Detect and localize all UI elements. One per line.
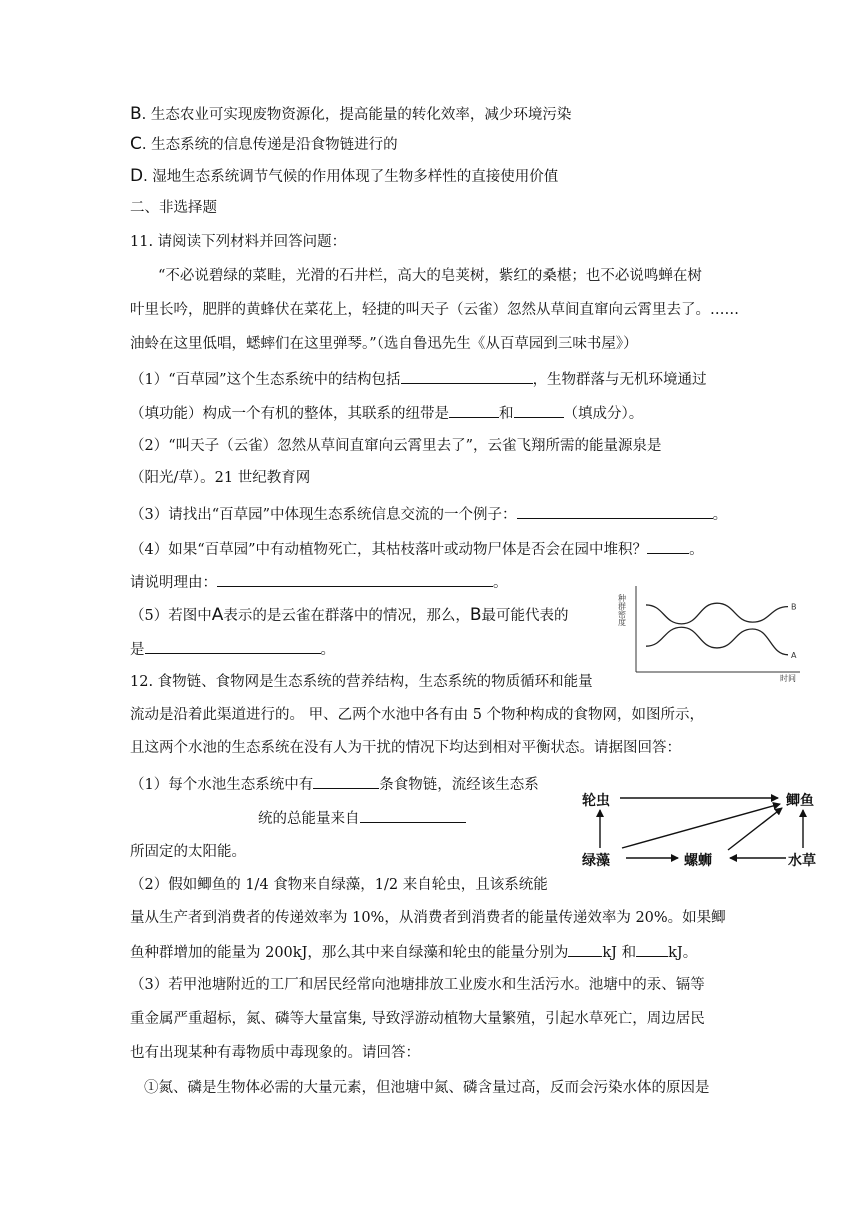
q11-p4-text-a: （4）如果“百草园”中有动植物死亡，其枯枝落叶或动物尸体是否会在园中堆积？ [130, 542, 648, 558]
q11-p1-text-e: （填成分）。 [563, 406, 644, 422]
q11-p5-letter-b: B [469, 605, 482, 625]
node-jiyu: 鲫鱼 [786, 793, 814, 809]
option-b-text: . 生态农业可实现废物资源化，提高能量的转化效率，减少环境污染 [141, 107, 572, 123]
q12-blank-algae-energy[interactable] [568, 941, 602, 957]
q11-p5-text-a: （5）若图中 [130, 608, 212, 624]
node-luosi: 螺蛳 [684, 853, 712, 869]
q12-p2-text-d: kJ 和 [602, 945, 637, 961]
q12-part3-line3: 也有出现某种有毒物质中毒现象的。请回答： [130, 1045, 420, 1061]
section-title: 二、非选择题 [130, 200, 217, 216]
q11-p1-text-b: ，生物群落与无机环境通过 [532, 372, 707, 388]
food-web-diagram [578, 790, 830, 874]
q12-blank-energy-source[interactable] [360, 807, 466, 823]
q11-p5-end: 。 [320, 642, 335, 658]
q11-p5-text-b: 表示的是云雀在群落中的情况，那么， [223, 608, 470, 624]
q12-line1: 12. 食物链、食物网是生态系统的营养结构，生态系统的物质循环和能量 [130, 674, 593, 690]
q11-part4-line2 [130, 571, 508, 593]
q12-part1-line3: 所固定的太阳能。 [130, 844, 246, 860]
q11-part2-line2: （阳光/草）。21 世纪教育网 [130, 470, 311, 486]
q12-blank-chain-count[interactable] [313, 773, 379, 789]
option-c [130, 134, 398, 155]
q12-part2-line2: 量从生产者到消费者的传递效率为 10%，从消费者到消费者的能量传递效率为 20%。如果鲫 [130, 910, 726, 926]
q11-p3-end: 。 [712, 507, 728, 523]
y-axis-label: 种群密度 [618, 594, 627, 626]
option-d-letter: D [130, 166, 144, 186]
q11-blank-b-meaning[interactable] [145, 638, 321, 654]
x-axis-label: 时间 [780, 674, 796, 682]
q12-part1-line1 [130, 773, 539, 795]
series-line-A [646, 627, 788, 655]
q12-p2-text-c: 鱼种群增加的能量为 200kJ，那么其中来自绿藻和轮虫的能量分别为 [130, 945, 569, 961]
population-density-chart [618, 580, 810, 682]
arrow-lvzao-to-jiyu [622, 804, 780, 848]
option-b-letter: B [130, 104, 142, 124]
q11-part2-line1: （2）“叫天子（云雀）忽然从草间直窜向云霄里去了”，云雀飞翔所需的能量源泉是 [130, 438, 662, 454]
series-line-B [646, 603, 788, 624]
q11-p4b-end: 。 [493, 575, 508, 591]
option-b [130, 104, 571, 125]
node-lunchong: 轮虫 [582, 793, 610, 809]
q11-blank-accumulate[interactable] [647, 538, 689, 554]
q11-part1-line1 [130, 368, 707, 390]
q12-part3-line4: ①氮、磷是生物体必需的大量元素，但池塘中氮、磷含量过高，反而会污染水体的原因是 [144, 1080, 710, 1096]
series-label-B: B [791, 602, 797, 612]
q12-part2-line1: （2）假如鲫鱼的 1/4 食物来自绿藻，1/2 来自轮虫，且该系统能 [130, 877, 548, 893]
q11-p5-letter-a: A [211, 605, 224, 625]
q11-part5-line1 [130, 605, 569, 626]
q12-part3-line2: 重金属严重超标，氮、磷等大量富集, 导致浮游动植物大量繁殖，引起水草死亡，周边居民 [130, 1011, 705, 1027]
option-d [130, 166, 558, 187]
q11-stem: 11. 请阅读下列材料并回答问题： [130, 234, 347, 250]
q12-p1-text-a: （1）每个水池生态系统中有 [130, 777, 314, 793]
q11-p1-text-a: （1）“百草园”这个生态系统中的结构包括 [130, 372, 401, 388]
q12-blank-rotifer-energy[interactable] [636, 941, 668, 957]
q12-part1-line2 [258, 807, 466, 829]
q12-line3: 且这两个水池的生态系统在没有人为干扰的情况下均达到相对平衡状态。请据图回答： [130, 740, 681, 756]
q12-p1-text-c: 统的总能量来自 [258, 811, 360, 827]
node-shuicao: 水草 [788, 853, 816, 869]
q12-line2: 流动是沿着此渠道进行的。 甲、乙两个水池中各有由 5 个物种构成的食物网，如图所示， [130, 707, 705, 723]
option-c-text: . 生态系统的信息传递是沿食物链进行的 [141, 137, 398, 153]
q12-part3-line1: （3）若甲池塘附近的工厂和居民经常向池塘排放工业废水和生活污水。池塘中的汞、镉等 [130, 977, 705, 993]
q11-quote-line2: 叶里长吟，肥胖的黄蜂伏在菜花上，轻捷的叫天子（云雀）忽然从草间直窜向云霄里去了。…… [130, 302, 739, 318]
q11-p4-end: 。 [689, 542, 704, 558]
option-c-letter: C [130, 134, 142, 154]
q11-p1-text-d: 和 [499, 406, 514, 422]
q11-p5-text-c: 最可能代表的 [481, 608, 569, 624]
q11-part4-line1 [130, 538, 704, 560]
q11-p3-text: （3）请找出“百草园”中体现生态系统信息交流的一个例子： [130, 507, 517, 523]
q11-part3 [130, 503, 727, 525]
q11-part5-line2 [130, 638, 335, 660]
q12-p1-text-b: 条食物链，流经该生态系 [379, 777, 539, 793]
q12-part2-line3 [130, 941, 697, 963]
arrow-luosi-to-jiyu [728, 808, 782, 850]
q11-blank-structure[interactable] [401, 368, 533, 384]
node-lvzao: 绿藻 [582, 853, 610, 869]
series-label-A: A [791, 650, 797, 660]
q11-blank-link1[interactable] [449, 402, 499, 418]
q11-blank-info-example[interactable] [517, 503, 713, 519]
q11-p4-text-b: 请说明理由： [130, 575, 217, 591]
option-d-text: . 湿地生态系统调节气候的作用体现了生物多样性的直接使用价值 [143, 169, 559, 185]
q11-part1-line2 [130, 402, 643, 424]
q11-p5-text-d: 是 [130, 642, 145, 658]
q11-blank-reason[interactable] [217, 571, 493, 587]
q11-quote-line3: 油蛉在这里低唱，蟋蟀们在这里弹琴。”（选自鲁迅先生《从百草园到三味书屋》） [130, 336, 638, 352]
q11-blank-link2[interactable] [514, 402, 564, 418]
q11-quote-line1: “不必说碧绿的菜畦，光滑的石井栏，高大的皂荚树，紫红的桑椹；也不必说鸣蝉在树 [158, 268, 702, 284]
q12-p2-text-e: kJ。 [668, 945, 698, 961]
q11-p1-text-c: （填功能）构成一个有机的整体，其联系的纽带是 [130, 406, 449, 422]
